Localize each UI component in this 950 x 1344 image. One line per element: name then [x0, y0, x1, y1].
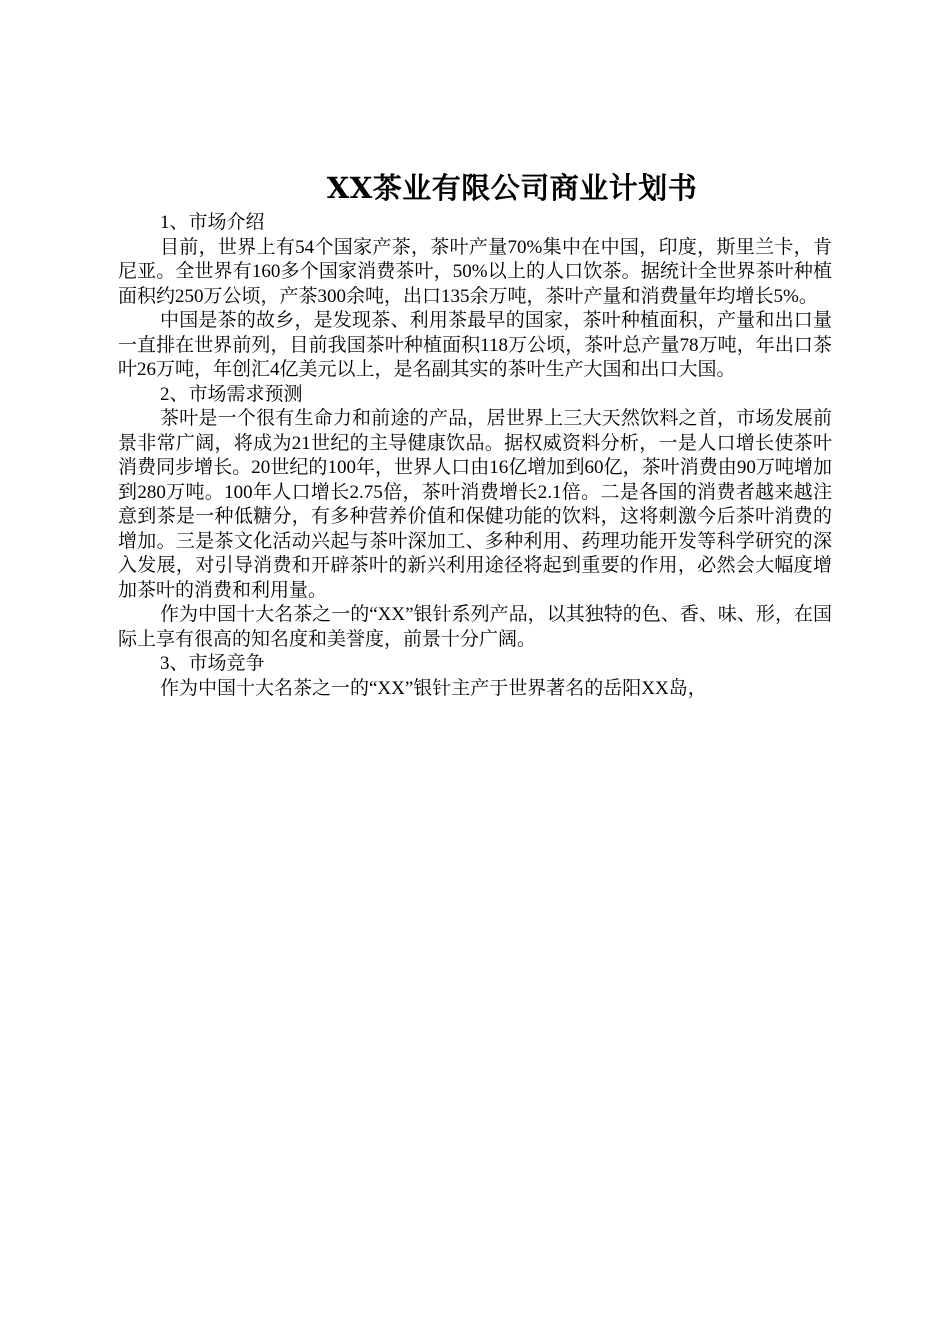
section-heading-competition: 3、市场竞争	[160, 653, 265, 674]
paragraph-china-tea-overview: 中国是茶的故乡，是发现茶、利用茶最早的国家，茶叶种植面积，产量和出口量一直排在世界前列，目前我国茶叶种植面积118万公顷，茶叶总产量78万吨，年出口茶叶26万吨，年创汇4亿美元以上，是名副其实的茶叶生产大国和出口大国。	[118, 310, 832, 380]
paragraph-product-prospect: 作为中国十大名茶之一的“XX”银针系列产品，以其独特的色、香、味、形，在国际上享有很高的知名度和美誉度，前景十分广阔。	[118, 604, 832, 650]
section-heading-demand-forecast: 2、市场需求预测	[160, 383, 303, 405]
document-title: XX茶业有限公司商业计划书	[326, 171, 698, 205]
section-heading-market-intro: 1、市场介绍	[160, 212, 265, 233]
paragraph-world-tea-overview: 目前，世界上有54个国家产茶，茶叶产量70%集中在中国，印度，斯里兰卡，肯尼亚。全世界有160多个国家消费茶叶，50%以上的人口饮茶。据统计全世界茶叶种植面积约250万公顷，产茶300余吨，出口135余万吨，茶叶产量和消费量年均增长5%。	[118, 236, 832, 307]
document-page	[118, 165, 832, 701]
paragraph-demand-analysis: 茶叶是一个很有生命力和前途的产品，居世界上三大天然饮料之首，市场发展前景非常广阔，将成为21世纪的主导健康饮品。据权威资料分析，一是人口增长使茶叶消费同步增长。20世纪的100年，世界人口由16亿增加到60亿，茶叶消费由90万吨增加到280万吨。100年人口增长2.75倍，茶叶消费增长2.1倍。二是各国的消费者越来越注意到茶是一种低糖分，有多种营养价值和保健功能的饮料，这将刺激今后茶叶消费的增加。三是茶文化活动兴起与茶叶深加工、多种利用、药理功能开发等科学研究的深入发展，对引导消费和开辟茶叶的新兴利用途径将起到重要的作用，必然会大幅度增加茶叶的消费和利用量。	[118, 408, 832, 601]
paragraph-competition-intro: 作为中国十大名茶之一的“XX”银针主产于世界著名的岳阳XX岛，	[160, 677, 707, 699]
